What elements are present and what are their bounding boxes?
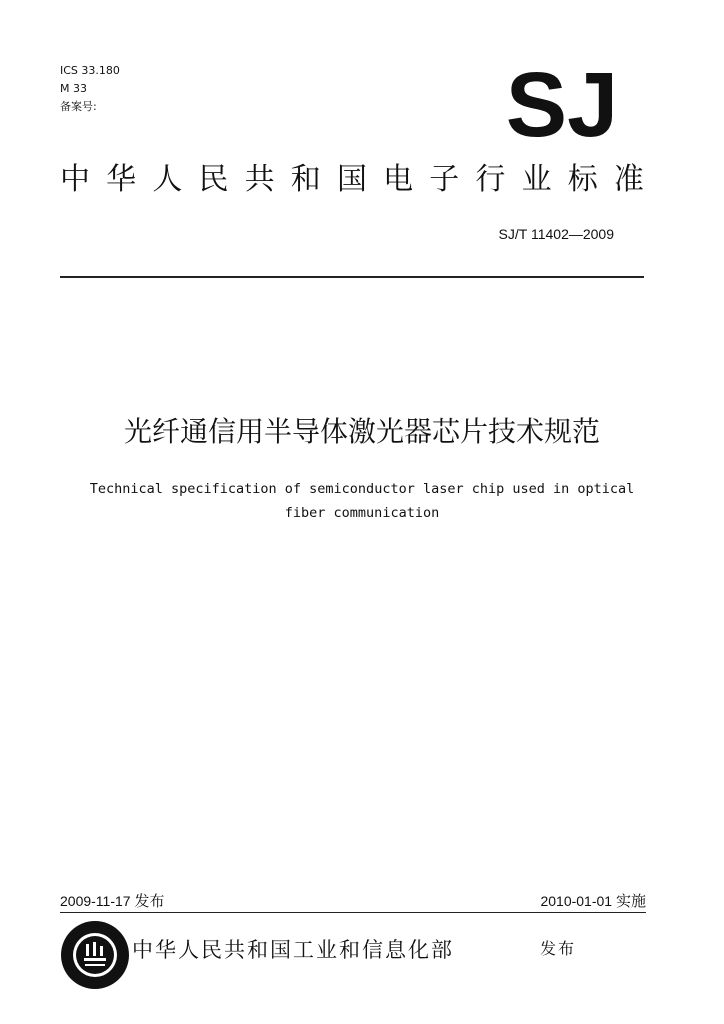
effective-date: 2010-01-01 bbox=[540, 893, 613, 909]
industry-title-char: 电 bbox=[383, 162, 414, 197]
issue-date-block bbox=[60, 890, 164, 911]
industry-title-char: 行 bbox=[475, 162, 506, 197]
issue-date: 2009-11-17 bbox=[60, 893, 131, 909]
industry-title-char: 标 bbox=[567, 162, 598, 197]
standard-number: SJ/T 11402—2009 bbox=[498, 226, 614, 242]
header-divider bbox=[60, 276, 644, 278]
industry-title-char: 国 bbox=[336, 162, 367, 197]
industry-title-char: 华 bbox=[106, 162, 137, 197]
sj-logo-text: SJ bbox=[506, 64, 618, 144]
industry-title-char: 共 bbox=[244, 162, 275, 197]
ics-code: ICS 33.180 bbox=[60, 64, 120, 77]
ministry-seal-icon bbox=[60, 920, 130, 990]
industry-title-char: 中 bbox=[60, 162, 90, 197]
document-title-en-line2: fiber communication bbox=[284, 505, 440, 521]
sj-logo bbox=[506, 64, 618, 144]
industry-standard-title bbox=[60, 160, 644, 200]
industry-title-char: 子 bbox=[429, 162, 460, 197]
industry-title-char: 和 bbox=[290, 162, 321, 197]
filing-number-label: 备案号: bbox=[60, 100, 97, 113]
effective-date-block bbox=[540, 890, 646, 911]
document-title-zh: 光纤通信用半导体激光器芯片技术规范 bbox=[123, 415, 600, 448]
publish-label: 发布 bbox=[540, 939, 577, 958]
publisher-name: 中华人民共和国工业和信息化部 bbox=[132, 938, 454, 962]
industry-title-char: 准 bbox=[613, 162, 644, 197]
industry-title-char: 人 bbox=[152, 162, 183, 197]
industry-title-char: 业 bbox=[521, 162, 552, 197]
ccs-code: M 33 bbox=[60, 82, 87, 95]
footer-divider bbox=[60, 912, 646, 913]
industry-title-char: 民 bbox=[198, 162, 229, 197]
effective-label: 实施 bbox=[615, 892, 646, 910]
document-title-en-line1: Technical specification of semiconductor laser chip used in optical bbox=[89, 481, 635, 497]
issue-label: 发布 bbox=[134, 892, 165, 910]
